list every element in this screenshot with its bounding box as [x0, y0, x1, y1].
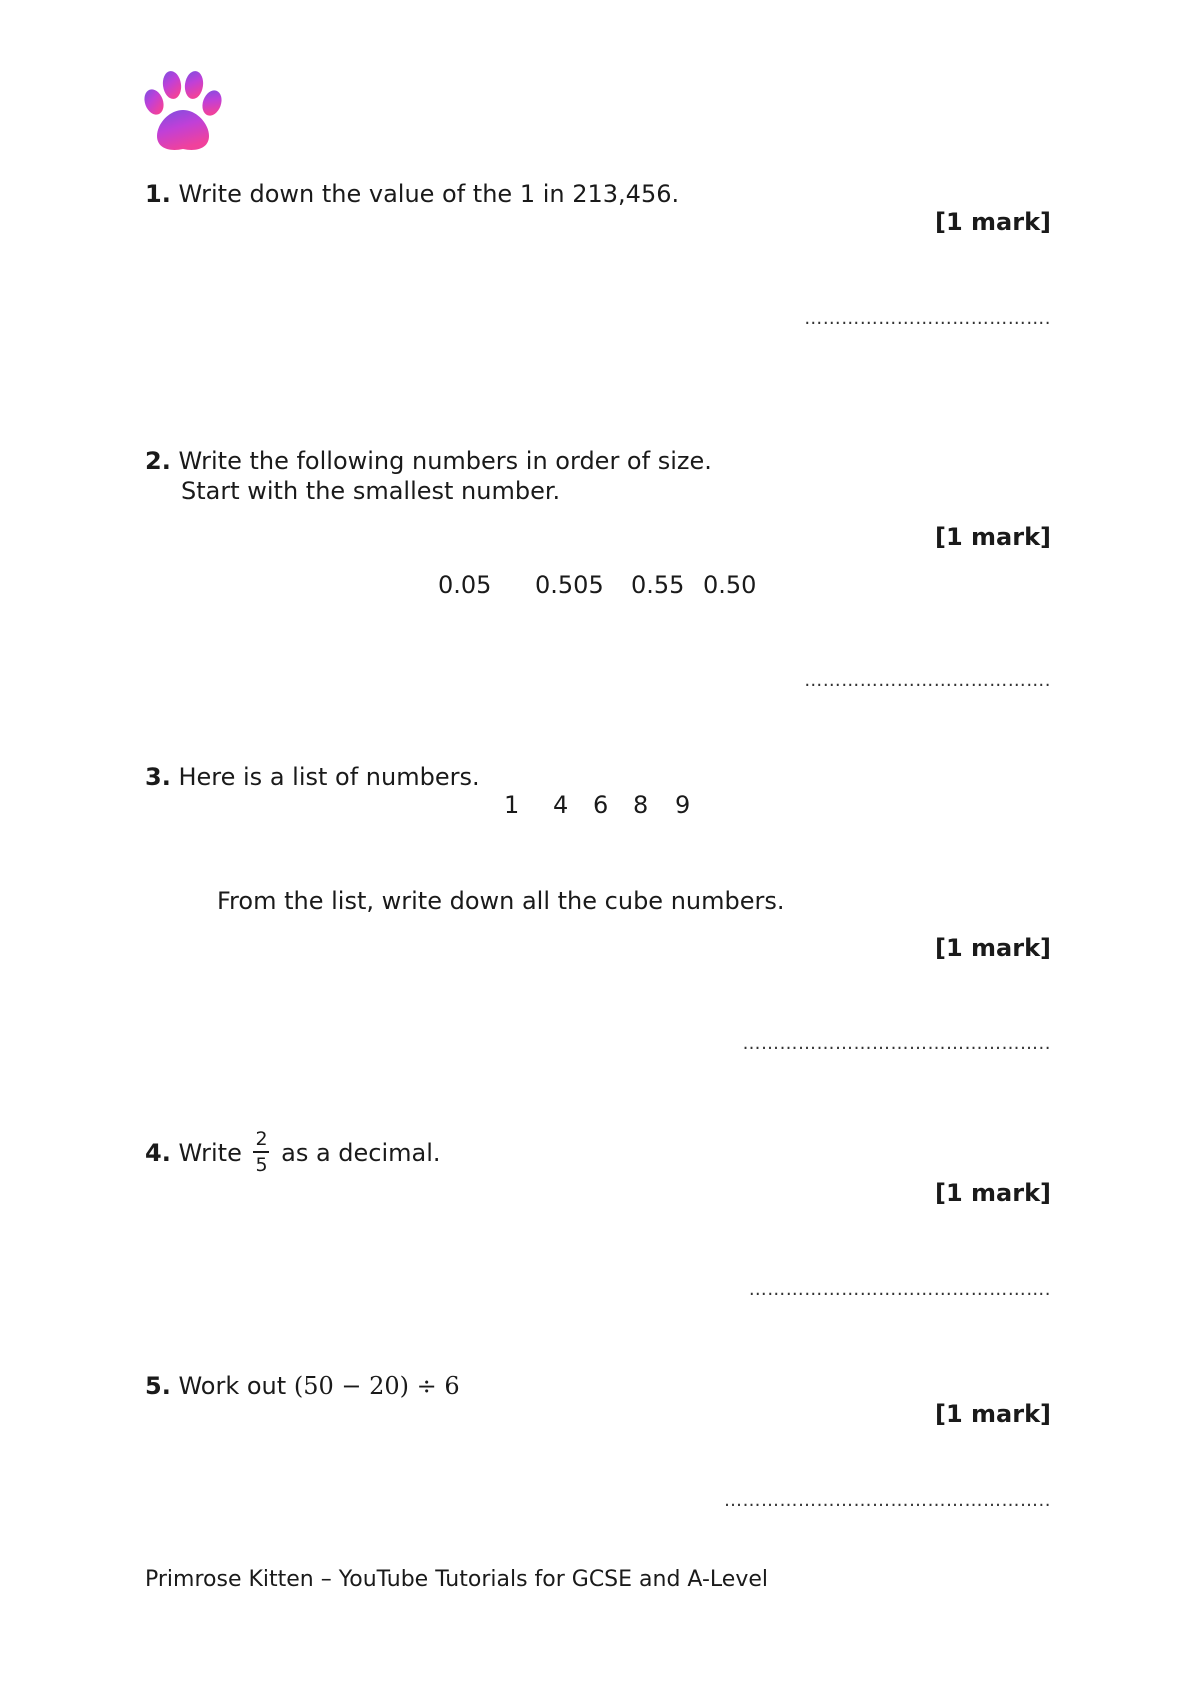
question-3-value: 1: [504, 791, 520, 819]
question-3-value: 8: [633, 791, 649, 819]
question-4-marks: [1 mark]: [935, 1179, 1051, 1207]
question-2-values: [0, 571, 1191, 603]
question-2-value: 0.505: [535, 571, 604, 599]
question-3-value: 4: [553, 791, 569, 819]
question-1-answer-line[interactable]: ………………………………….: [804, 308, 1051, 329]
question-2-answer-line[interactable]: ………………………………….: [804, 670, 1051, 691]
question-5-number: 5.: [145, 1372, 171, 1400]
question-2-number: 2.: [145, 447, 171, 475]
question-5-text: [145, 1371, 460, 1401]
question-3-answer-line[interactable]: …………………………………………..: [742, 1033, 1051, 1054]
fraction-denominator: 5: [255, 1154, 268, 1176]
page-footer: Primrose Kitten – YouTube Tutorials for GCSE and A-Level: [145, 1567, 768, 1592]
question-2-value: 0.05: [438, 571, 492, 599]
math-expression: (50 − 20) ÷ 6: [293, 1372, 460, 1400]
question-4-text: [145, 1123, 441, 1183]
question-2-line-1: Write the following numbers in order of size.: [178, 447, 712, 475]
question-3-number: 3.: [145, 763, 171, 791]
question-4-answer-line[interactable]: ………………………………………….: [748, 1279, 1051, 1300]
question-3-line-1: Here is a list of numbers.: [178, 763, 480, 791]
question-4-number: 4.: [145, 1139, 171, 1167]
question-3-instruction: From the list, write down all the cube numbers.: [217, 887, 785, 915]
question-1-line-1: Write down the value of the 1 in 213,456.: [178, 180, 680, 208]
question-4-text-before: Write: [178, 1139, 242, 1167]
question-3-marks: [1 mark]: [935, 934, 1051, 962]
question-3-text: [145, 762, 480, 792]
question-2-line-2: Start with the smallest number.: [181, 477, 561, 505]
question-5-text-before: Work out: [178, 1372, 287, 1400]
question-3-value: 6: [593, 791, 609, 819]
fraction: [253, 1129, 269, 1175]
question-1-marks: [1 mark]: [935, 208, 1051, 236]
fraction-bar: [253, 1151, 269, 1153]
question-2-marks: [1 mark]: [935, 523, 1051, 551]
question-3-value: 9: [675, 791, 691, 819]
question-2-value: 0.50: [703, 571, 757, 599]
question-5-marks: [1 mark]: [935, 1400, 1051, 1428]
question-1-number: 1.: [145, 180, 171, 208]
question-2-value: 0.55: [631, 571, 685, 599]
fraction-numerator: 2: [255, 1128, 268, 1150]
paw-print-icon: [143, 70, 223, 154]
question-4-text-after: as a decimal.: [281, 1139, 441, 1167]
question-3-values: [0, 791, 1191, 823]
question-2-text: [145, 446, 712, 476]
question-1-text: [145, 179, 679, 209]
question-5-answer-line[interactable]: ……………………………………………..: [724, 1490, 1051, 1511]
